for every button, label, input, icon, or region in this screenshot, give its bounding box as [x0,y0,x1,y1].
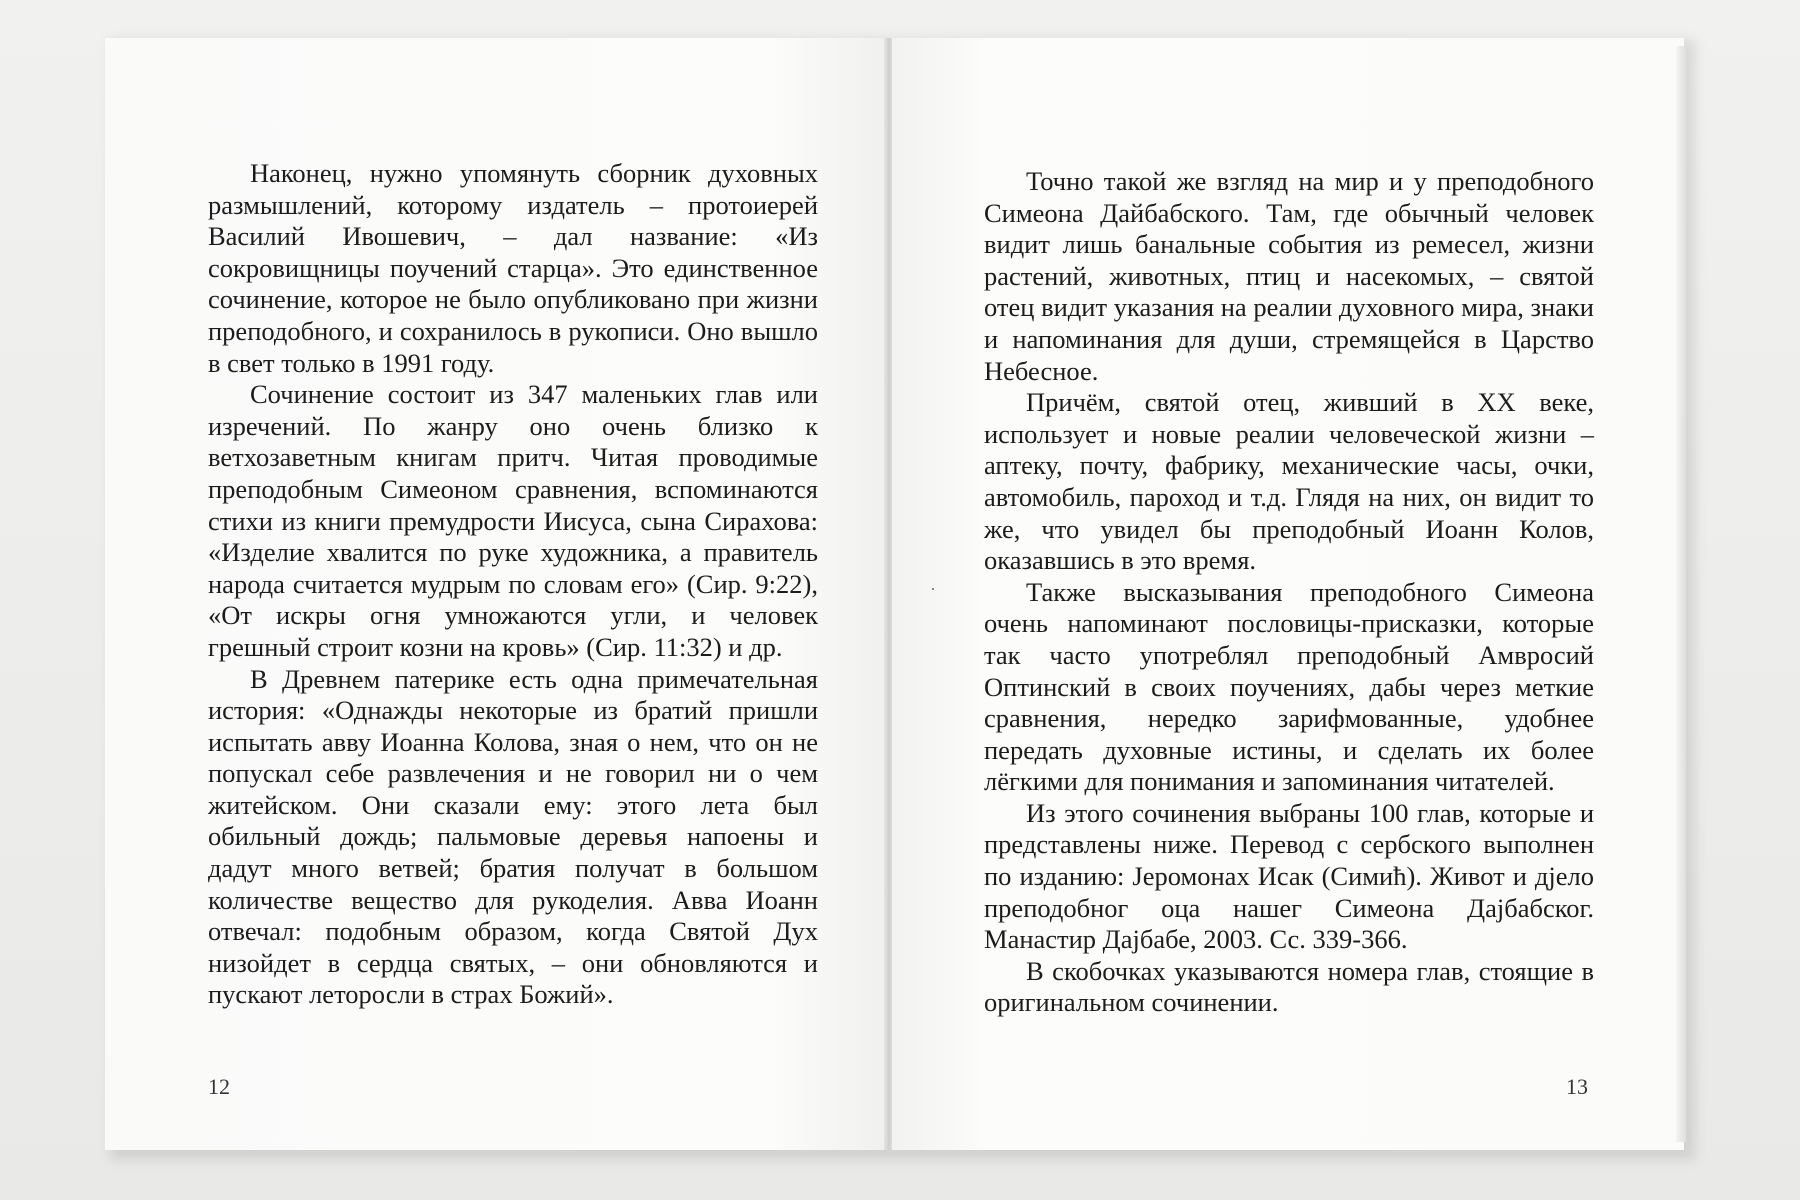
left-page [105,38,887,1150]
right-paragraph-1: Точно такой же взгляд на мир и у преподобного Симеона Дайбабского. Там, где обычный человек видит лишь банальные события из ремесел, жизни растений, животных, птиц и насекомых, – святой отец видит указания на реалии духовного мира, знаки и напоминания для души, стремящейся в Царство Небесное. [984,166,1594,386]
right-paragraph-2: Причём, святой отец, живший в XX веке, использует и новые реалии человеческой жизни – аптеку, почту, фабрику, механические часы, очки, автомобиль, пароход и т.д. Глядя на них, он видит то же, что увидел бы преподобный Иоанн Колов, оказавшись в это время. [984,387,1594,576]
right-page [892,38,1684,1150]
right-paragraph-5: В скобочках указываются номера глав, стоящие в оригинальном сочинении. [984,955,1594,1018]
left-page-number: 12 [208,1074,230,1099]
page-edges [1676,46,1686,1142]
right-page-number: 13 [1566,1074,1588,1099]
right-paragraph-3: Также высказывания преподобного Симеона очень напоминают пословицы-присказки, которые так часто употреблял преподобный Амвросий Оптинский в своих поучениях, дабы через меткие сравнения, нередко зарифмованные, удобнее передать духовные истины, и сделать их более лёгкими для понимания и запоминания читателей. [984,576,1594,797]
left-page-text [208,158,818,1011]
right-page-text [984,166,1594,1019]
paper-speck [932,588,934,590]
left-paragraph-1: Наконец, нужно упомянуть сборник духовных размышлений, которому издатель – протоиерей Василий Ивошевич, – дал название: «Из сокровищницы поучений старца». Это единственное сочинение, которое не было опубликовано при жизни преподобного, и сохранилось в рукописи. Оно вышло в свет только в 1991 году. [208,158,818,378]
left-paragraph-2: Сочинение состоит из 347 маленьких глав или изречений. По жанру оно очень близко к ветхозаветным книгам притч. Читая проводимые преподобным Симеоном сравнения, вспоминаются стихи из книги премудрости Иисуса, сына Сирахова: «Изделие хвалится по руке художника, а правитель народа считается мудрым по словам его» (Сир. 9:22), «От искры огня умножаются угли, и человек грешный строит козни на кровь» (Сир. 11:32) и др. [208,379,818,662]
right-paragraph-4: Из этого сочинения выбраны 100 глав, которые и представлены ниже. Перевод с сербского выполнен по изданию: Јеромонах Исак (Симић). Живот и дјело преподобног оца нашег Симеона Дајбабског. Манастир Дајбабе, 2003. Сс. 339-366. [984,797,1594,955]
left-paragraph-3: В Древнем патерике есть одна примечательная история: «Однажды некоторые из братий пришли испытать авву Иоанна Колова, зная о нем, что он не попускал себе развлечения и не говорил ни о чем житейском. Они сказали ему: этого лета был обильный дождь; пальмовые деревья напоены и дадут много ветвей; братия получат в большом количестве вещество для рукоделия. Авва Иоанн отвечал: подобным образом, когда Святой Дух низойдет в сердца святых, – они обновляются и пускают леторосли в страх Божий». [208,663,818,1010]
